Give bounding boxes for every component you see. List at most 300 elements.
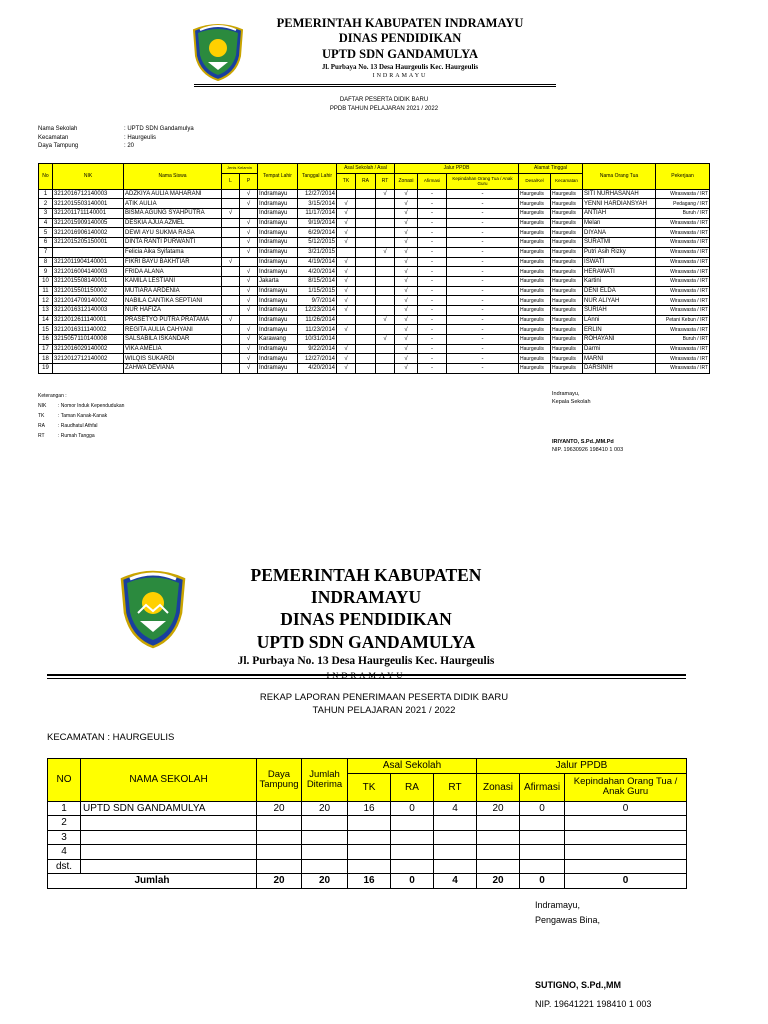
- row-tanggal: 1/15/2015: [298, 286, 337, 296]
- doc-title-line: REKAP LAPORAN PENERIMAAN PESERTA DIDIK BARU: [259, 692, 509, 703]
- recap-cell-daya: [257, 816, 302, 831]
- row-tk: √: [337, 257, 356, 267]
- row-nik: 3212014709140002: [53, 296, 124, 306]
- meta-value: : 20: [124, 143, 135, 149]
- total-cell-zonasi: 20: [477, 874, 520, 889]
- row-kecamatan: Haurgeulis: [551, 364, 583, 374]
- col-header-kepindahan: Kepindahan Orang Tua / Anak Guru: [447, 173, 519, 189]
- row-afirmasi: -: [418, 247, 447, 257]
- row-nama: DEWI AYU SUKMA RASA: [124, 228, 222, 238]
- row-nama: KAMILA LESTIANI: [124, 276, 222, 286]
- row-tempat: Jakarta: [258, 276, 298, 286]
- row-rt: [376, 286, 395, 296]
- row-p: √: [240, 276, 258, 286]
- row-no: 19: [39, 364, 53, 374]
- row-nik: 3212016312140003: [53, 305, 124, 315]
- row-afirmasi: -: [418, 325, 447, 335]
- row-nik: 3212015508140001: [53, 276, 124, 286]
- col-header-tanggal-lahir: Tanggal Lahir: [298, 164, 337, 190]
- table-row: [48, 801, 687, 816]
- row-p: √: [240, 305, 258, 315]
- recap-cell-ra: [391, 845, 434, 860]
- row-rt: √: [376, 335, 395, 345]
- recap-cell-nama: UPTD SDN GANDAMULYA: [81, 801, 257, 816]
- row-nama: FRIDA ALANA: [124, 267, 222, 277]
- row-rt: √: [376, 315, 395, 325]
- row-afirmasi: -: [418, 218, 447, 228]
- sign-name: IRIYANTO, S.Pd.,MM.Pd: [552, 439, 614, 445]
- row-nama: VIKA AMELIA: [124, 344, 222, 354]
- recap-header-afirmasi: Afirmasi: [520, 773, 565, 801]
- table-row: [39, 267, 710, 277]
- row-ra: [356, 354, 376, 364]
- row-afirmasi: -: [418, 344, 447, 354]
- row-tk: √: [337, 218, 356, 228]
- row-afirmasi: -: [418, 267, 447, 277]
- row-kepindahan: -: [447, 209, 519, 219]
- row-zonasi: √: [395, 257, 418, 267]
- keterangan-value: : Raudhatul Athfal: [58, 423, 98, 429]
- section1-letterhead-text: [250, 16, 550, 80]
- row-ortu: Kartini: [583, 276, 656, 286]
- row-zonasi: √: [395, 364, 418, 374]
- table-row: [48, 816, 687, 831]
- recap-cell-nama: [81, 859, 257, 874]
- row-no: 12: [39, 296, 53, 306]
- row-l: [222, 228, 240, 238]
- recap-cell-kepindahan: [565, 859, 687, 874]
- recap-header-jalur: Jalur PPDB: [477, 759, 687, 774]
- recap-cell-daya: [257, 830, 302, 845]
- table-row: [48, 859, 687, 874]
- recap-cell-ra: [391, 830, 434, 845]
- row-p: √: [240, 199, 258, 209]
- keterangan-value: : Nomor Induk Kependudukan: [58, 403, 125, 409]
- row-p: √: [240, 189, 258, 199]
- row-p: √: [240, 335, 258, 345]
- row-afirmasi: -: [418, 335, 447, 345]
- gov-name: PEMERINTAH KABUPATEN INDRAMAYU: [250, 565, 482, 607]
- col-header-jenis-kelamin: Jenis Kelamin: [222, 164, 258, 174]
- row-kepindahan: -: [447, 296, 519, 306]
- row-no: 8: [39, 257, 53, 267]
- row-ra: [356, 335, 376, 345]
- letterhead-rule: [47, 678, 686, 679]
- row-afirmasi: -: [418, 228, 447, 238]
- row-no: 3: [39, 209, 53, 219]
- sign-role: Kepala Sekolah: [552, 399, 591, 405]
- keterangan-item: [38, 401, 124, 411]
- total-cell-tk: 16: [348, 874, 391, 889]
- row-ortu: SURATMI: [583, 238, 656, 248]
- recap-cell-jumlah: [302, 845, 348, 860]
- col-header-jalur-ppdb: Jalur PPDB: [395, 164, 519, 174]
- row-ortu: DARSINIH: [583, 364, 656, 374]
- row-no: 17: [39, 344, 53, 354]
- letterhead-rule: [194, 86, 556, 87]
- table-row: [39, 257, 710, 267]
- recap-cell-no: 4: [48, 845, 81, 860]
- recap-cell-no: 3: [48, 830, 81, 845]
- recap-cell-kepindahan: [565, 830, 687, 845]
- row-tanggal: 11/26/2014: [298, 315, 337, 325]
- school-name: UPTD SDN GANDAMULYA: [321, 47, 479, 61]
- row-zonasi: √: [395, 267, 418, 277]
- row-tempat: Indramayu: [258, 267, 298, 277]
- row-rt: [376, 364, 395, 374]
- col-header-zonasi: Zonasi: [395, 173, 418, 189]
- row-tanggal: 9/7/2014: [298, 296, 337, 306]
- row-nik: 3212015909140005: [53, 218, 124, 228]
- recap-cell-rt: [434, 830, 477, 845]
- row-tk: √: [337, 199, 356, 209]
- row-nama: SALSABILA ISKANDAR: [124, 335, 222, 345]
- row-l: [222, 354, 240, 364]
- recap-cell-zonasi: [477, 845, 520, 860]
- row-pekerjaan: Wiraswasta / IRT: [656, 344, 710, 354]
- recap-cell-jumlah: [302, 830, 348, 845]
- row-tanggal: 11/17/2014: [298, 209, 337, 219]
- row-kecamatan: Haurgeulis: [551, 209, 583, 219]
- row-nik: 3212016004140003: [53, 267, 124, 277]
- row-kepindahan: -: [447, 199, 519, 209]
- col-header-pekerjaan: Pekerjaan: [656, 164, 710, 190]
- total-cell-afirmasi: 0: [520, 874, 565, 889]
- row-ra: [356, 364, 376, 374]
- row-desa: Haurgeulis: [519, 189, 551, 199]
- recap-cell-tk: [348, 830, 391, 845]
- row-ortu: SITI NURHASANAH: [583, 189, 656, 199]
- row-nama: NABILA CANTIKA SEPTIANI: [124, 296, 222, 306]
- row-desa: Haurgeulis: [519, 364, 551, 374]
- row-kepindahan: -: [447, 325, 519, 335]
- row-nama: BISMA AGUNG SYAHPUTRA: [124, 209, 222, 219]
- table-row: [39, 218, 710, 228]
- row-rt: [376, 344, 395, 354]
- row-ortu: YENNI HARDIANSYAH: [583, 199, 656, 209]
- row-zonasi: √: [395, 296, 418, 306]
- total-cell-kepindahan: 0: [565, 874, 687, 889]
- row-zonasi: √: [395, 247, 418, 257]
- total-cell-daya: 20: [257, 874, 302, 889]
- recap-cell-tk: [348, 816, 391, 831]
- row-nama: FIKRI BAYU BAKHTIAR: [124, 257, 222, 267]
- meta-label: Daya Tampung: [38, 143, 79, 149]
- row-kecamatan: Haurgeulis: [551, 325, 583, 335]
- row-l: [222, 189, 240, 199]
- row-tempat: Indramayu: [258, 354, 298, 364]
- gov-name: PEMERINTAH KABUPATEN INDRAMAYU: [276, 16, 524, 30]
- row-zonasi: √: [395, 228, 418, 238]
- row-tempat: Indramayu: [258, 325, 298, 335]
- row-ra: [356, 247, 376, 257]
- row-nama: ADZKIYA AULIA MAHARANI: [124, 189, 222, 199]
- row-kecamatan: Haurgeulis: [551, 296, 583, 306]
- row-tanggal: 12/27/2014: [298, 189, 337, 199]
- row-desa: Haurgeulis: [519, 335, 551, 345]
- row-ra: [356, 296, 376, 306]
- row-nik: 3212016029140002: [53, 344, 124, 354]
- letterhead-rule: [194, 84, 556, 85]
- recap-header-ra: RA: [391, 773, 434, 801]
- row-l: [222, 296, 240, 306]
- supervisor-signature-block: [535, 898, 651, 1012]
- recap-cell-daya: [257, 859, 302, 874]
- row-ra: [356, 315, 376, 325]
- row-nama: PRASETYO PUTRA PRATAMA: [124, 315, 222, 325]
- row-tempat: Indramayu: [258, 257, 298, 267]
- meta-value: : UPTD SDN Gandamulya: [124, 126, 194, 132]
- recap-cell-zonasi: [477, 816, 520, 831]
- meta-row: [38, 142, 194, 151]
- row-nik: 3212015503140001: [53, 199, 124, 209]
- row-kecamatan: Haurgeulis: [551, 315, 583, 325]
- row-nik: 3212011904140001: [53, 257, 124, 267]
- row-tanggal: 9/19/2014: [298, 218, 337, 228]
- row-tanggal: 8/15/2014: [298, 276, 337, 286]
- row-no: 11: [39, 286, 53, 296]
- row-zonasi: √: [395, 218, 418, 228]
- row-ra: [356, 344, 376, 354]
- row-ra: [356, 267, 376, 277]
- row-tanggal: 6/29/2014: [298, 228, 337, 238]
- row-kepindahan: -: [447, 354, 519, 364]
- col-header-no: No: [39, 164, 53, 190]
- row-p: √: [240, 286, 258, 296]
- row-desa: Haurgeulis: [519, 286, 551, 296]
- row-tanggal: 4/20/2014: [298, 267, 337, 277]
- row-ra: [356, 189, 376, 199]
- row-kecamatan: Haurgeulis: [551, 257, 583, 267]
- row-pekerjaan: Wiraswasta / IRT: [656, 325, 710, 335]
- row-zonasi: √: [395, 209, 418, 219]
- row-desa: Haurgeulis: [519, 257, 551, 267]
- row-tanggal: 9/22/2014: [298, 344, 337, 354]
- row-rt: [376, 228, 395, 238]
- sign-name: SUTIGNO, S.Pd.,MM: [535, 980, 622, 990]
- row-nik: 3212012611140001: [53, 315, 124, 325]
- row-kecamatan: Haurgeulis: [551, 344, 583, 354]
- row-ra: [356, 276, 376, 286]
- row-nik: 3212012712140002: [53, 354, 124, 364]
- row-afirmasi: -: [418, 286, 447, 296]
- dept-name: DINAS PENDIDIKAN: [280, 609, 452, 629]
- row-pekerjaan: Pedagang / IRT: [656, 199, 710, 209]
- row-desa: Haurgeulis: [519, 354, 551, 364]
- row-zonasi: √: [395, 238, 418, 248]
- doc-title-line: PPDB TAHUN PELAJARAN 2021 / 2022: [329, 106, 439, 112]
- row-afirmasi: -: [418, 296, 447, 306]
- row-tempat: Indramayu: [258, 364, 298, 374]
- row-rt: [376, 305, 395, 315]
- row-kecamatan: Haurgeulis: [551, 189, 583, 199]
- row-pekerjaan: Wiraswasta / IRT: [656, 267, 710, 277]
- doc-title-line: DAFTAR PESERTA DIDIK BARU: [339, 97, 429, 103]
- row-nik: [53, 247, 124, 257]
- recap-cell-kepindahan: [565, 845, 687, 860]
- row-tempat: Karawang: [258, 335, 298, 345]
- row-rt: [376, 267, 395, 277]
- row-rt: √: [376, 247, 395, 257]
- row-zonasi: √: [395, 305, 418, 315]
- row-tempat: Indramayu: [258, 238, 298, 248]
- row-desa: Haurgeulis: [519, 344, 551, 354]
- recap-cell-nama: [81, 830, 257, 845]
- recap-cell-kepindahan: 0: [565, 801, 687, 816]
- recap-cell-nama: [81, 816, 257, 831]
- row-zonasi: √: [395, 315, 418, 325]
- recap-cell-afirmasi: [520, 845, 565, 860]
- row-tempat: Indramayu: [258, 286, 298, 296]
- row-ra: [356, 286, 376, 296]
- row-tanggal: 10/31/2014: [298, 335, 337, 345]
- row-tk: √: [337, 344, 356, 354]
- row-l: [222, 305, 240, 315]
- row-kepindahan: -: [447, 344, 519, 354]
- row-tk: [337, 315, 356, 325]
- col-header-kecamatan: Kecamatan: [551, 173, 583, 189]
- row-l: √: [222, 209, 240, 219]
- row-nik: 3212016712140003: [53, 189, 124, 199]
- row-afirmasi: -: [418, 199, 447, 209]
- row-l: [222, 344, 240, 354]
- row-no: 2: [39, 199, 53, 209]
- row-nik: 3212015501150002: [53, 286, 124, 296]
- row-tk: √: [337, 209, 356, 219]
- row-zonasi: √: [395, 344, 418, 354]
- row-rt: [376, 354, 395, 364]
- row-nik: 3212015205150001: [53, 238, 124, 248]
- row-pekerjaan: Wiraswasta / IRT: [656, 364, 710, 374]
- recap-cell-no: 2: [48, 816, 81, 831]
- row-ortu: MARNI: [583, 354, 656, 364]
- row-nama: Felicia Aika Syifatama: [124, 247, 222, 257]
- row-pekerjaan: Wiraswasta / IRT: [656, 257, 710, 267]
- row-tk: √: [337, 276, 356, 286]
- row-ra: [356, 209, 376, 219]
- sign-nip: NIP. 19630926 198410 1 003: [552, 447, 624, 453]
- recap-cell-zonasi: [477, 859, 520, 874]
- row-zonasi: √: [395, 335, 418, 345]
- row-pekerjaan: Wiraswasta / IRT: [656, 228, 710, 238]
- row-l: [222, 267, 240, 277]
- row-no: 13: [39, 305, 53, 315]
- row-tanggal: 3/21/2015: [298, 247, 337, 257]
- table-row: [39, 238, 710, 248]
- row-no: 16: [39, 335, 53, 345]
- row-l: √: [222, 257, 240, 267]
- row-tempat: Indramayu: [258, 315, 298, 325]
- row-p: √: [240, 364, 258, 374]
- row-tempat: Indramayu: [258, 199, 298, 209]
- row-afirmasi: -: [418, 276, 447, 286]
- row-l: [222, 218, 240, 228]
- row-kepindahan: -: [447, 189, 519, 199]
- row-rt: [376, 199, 395, 209]
- sign-role: Pengawas Bina,: [535, 915, 601, 925]
- row-pekerjaan: Wiraswasta / IRT: [656, 305, 710, 315]
- col-header-afirmasi: Afirmasi: [418, 173, 447, 189]
- meta-value: : Haurgeulis: [124, 134, 157, 141]
- row-no: 15: [39, 325, 53, 335]
- total-cell-jumlah: 20: [302, 874, 348, 889]
- row-nik: 3215057110140008: [53, 335, 124, 345]
- recap-cell-zonasi: 20: [477, 801, 520, 816]
- recap-cell-jumlah: [302, 816, 348, 831]
- recap-cell-rt: [434, 845, 477, 860]
- row-pekerjaan: Wiraswasta / IRT: [656, 218, 710, 228]
- row-kecamatan: Haurgeulis: [551, 354, 583, 364]
- row-kecamatan: Haurgeulis: [551, 286, 583, 296]
- row-tanggal: 11/23/2014: [298, 325, 337, 335]
- row-pekerjaan: Buruh / IRT: [656, 209, 710, 219]
- row-nama: ZAHWA DEVIANA: [124, 364, 222, 374]
- row-p: [240, 315, 258, 325]
- recap-cell-daya: [257, 845, 302, 860]
- row-ra: [356, 257, 376, 267]
- row-afirmasi: -: [418, 257, 447, 267]
- recap-body: [48, 801, 687, 888]
- row-kepindahan: -: [447, 257, 519, 267]
- row-afirmasi: -: [418, 209, 447, 219]
- row-tanggal: 12/27/2014: [298, 354, 337, 364]
- recap-header-kepindahan: Kepindahan Orang Tua / Anak Guru: [565, 773, 687, 801]
- row-desa: Haurgeulis: [519, 218, 551, 228]
- row-tanggal: 5/12/2015: [298, 238, 337, 248]
- meta-row: [38, 134, 194, 143]
- keterangan-item: [38, 431, 124, 441]
- row-kepindahan: -: [447, 364, 519, 374]
- row-kepindahan: -: [447, 315, 519, 325]
- recap-header-zonasi: Zonasi: [477, 773, 520, 801]
- table-row: [39, 228, 710, 238]
- school-name: UPTD SDN GANDAMULYA: [256, 632, 476, 652]
- row-afirmasi: -: [418, 364, 447, 374]
- row-kecamatan: Haurgeulis: [551, 228, 583, 238]
- doc-title-line: TAHUN PELAJARAN 2021 / 2022: [312, 705, 456, 716]
- row-tk: [337, 189, 356, 199]
- row-l: [222, 286, 240, 296]
- row-tempat: Indramayu: [258, 344, 298, 354]
- row-pekerjaan: Wiraswasta / IRT: [656, 189, 710, 199]
- row-p: √: [240, 354, 258, 364]
- row-nik: 3212011711140001: [53, 209, 124, 219]
- row-zonasi: √: [395, 189, 418, 199]
- row-pekerjaan: Wiraswasta / IRT: [656, 247, 710, 257]
- keterangan-value: : Rumah Tangga: [58, 433, 95, 439]
- row-ra: [356, 325, 376, 335]
- row-l: [222, 247, 240, 257]
- col-header-alamat: Alamat Tinggal: [519, 164, 583, 174]
- row-tanggal: 4/20/2014: [298, 364, 337, 374]
- sign-place: Indramayu,: [535, 900, 581, 910]
- table-row: [39, 247, 710, 257]
- row-afirmasi: -: [418, 315, 447, 325]
- recap-header-nama: NAMA SEKOLAH: [81, 759, 257, 802]
- keterangan-item: [38, 421, 124, 431]
- row-kecamatan: Haurgeulis: [551, 276, 583, 286]
- row-ortu: LAnni: [583, 315, 656, 325]
- row-ortu: ROHAYANI: [583, 335, 656, 345]
- keterangan: [38, 391, 124, 441]
- row-afirmasi: -: [418, 189, 447, 199]
- sign-place: Indramayu,: [552, 391, 580, 397]
- row-kepindahan: -: [447, 286, 519, 296]
- row-kepindahan: -: [447, 238, 519, 248]
- table-row: [39, 189, 710, 199]
- table-row: [39, 305, 710, 315]
- row-ortu: Melan: [583, 218, 656, 228]
